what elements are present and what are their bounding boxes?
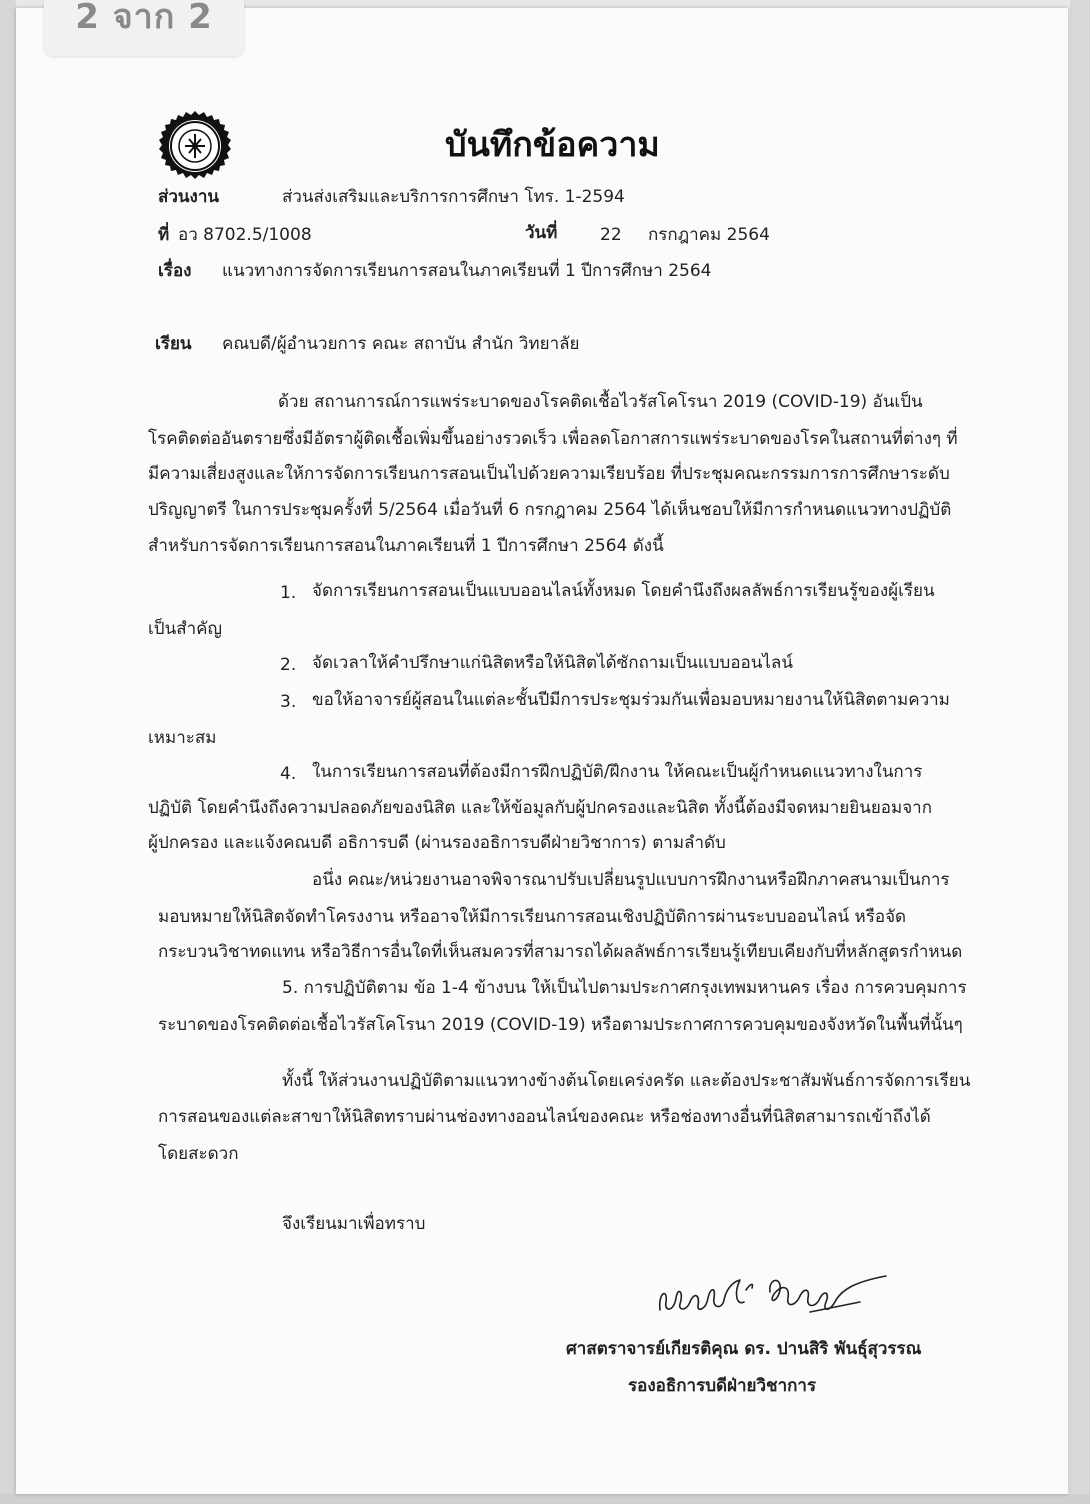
salutation: จึงเรียนมาเพื่อทราบ xyxy=(282,1214,426,1234)
item3-line: เหมาะสม xyxy=(148,728,217,748)
handwritten-signature xyxy=(650,1262,890,1322)
intro-line: ปริญญาตรี ในการประชุมครั้งที่ 5/2564 เมื่อวันที่ 6 กรกฎาคม 2564 ได้เห็นชอบให้มีการกำหนดแนวทางปฏิบัติ xyxy=(148,500,952,520)
bottom-shadow xyxy=(0,1494,1090,1504)
date-label: วันที่ xyxy=(525,223,558,243)
signatory-position: รองอธิการบดีฝ่ายวิชาการ xyxy=(628,1376,817,1396)
subject-value: แนวทางการจัดการเรียนการสอนในภาคเรียนที่ 1 ปีการศึกษา 2564 xyxy=(222,261,712,281)
right-shadow xyxy=(1070,0,1090,1504)
item5-line: 5. การปฏิบัติตาม ข้อ 1-4 ข้างบน ให้เป็นไปตามประกาศกรุงเทพมหานคร เรื่อง การควบคุมการ xyxy=(282,978,967,998)
intro-line: ด้วย สถานการณ์การแพร่ระบาดของโรคติดเชื้อไวรัสโคโรนา 2019 (COVID-19) อันเป็น xyxy=(278,392,923,412)
item1-line: เป็นสำคัญ xyxy=(148,619,223,639)
university-seal-icon xyxy=(158,110,232,184)
closing-line: ทั้งนี้ ให้ส่วนงานปฏิบัติตามแนวทางข้างต้นโดยเคร่งครัด และต้องประชาสัมพันธ์การจัดการเรียน xyxy=(282,1071,971,1091)
ref-label: ที่ xyxy=(158,225,170,245)
item4-note-line: มอบหมายให้นิสิตจัดทำโครงงาน หรืออาจให้มีการเรียนการสอนเชิงปฏิบัติการผ่านระบบออนไลน์ หรือจัด xyxy=(158,907,907,927)
item-number: 4. xyxy=(280,764,297,784)
signatory-name: ศาสตราจารย์เกียรติคุณ ดร. ปานสิริ พันธุ์สุวรรณ xyxy=(566,1339,922,1359)
intro-line: มีความเสี่ยงสูงและให้การจัดการเรียนการสอนเป็นไปด้วยความเรียบร้อย ที่ประชุมคณะกรรมการการศึกษาระดับ xyxy=(148,464,950,484)
memo-title: บันทึกข้อความ xyxy=(445,125,660,165)
item1-line: จัดการเรียนการสอนเป็นแบบออนไลน์ทั้งหมด โดยคำนึงถึงผลลัพธ์การเรียนรู้ของผู้เรียน xyxy=(312,581,935,601)
subject-label: เรื่อง xyxy=(158,261,192,281)
item3-line: ขอให้อาจารย์ผู้สอนในแต่ละชั้นปีมีการประชุมร่วมกันเพื่อมอบหมายงานให้นิสิตตามความ xyxy=(312,690,950,710)
item4-line: ในการเรียนการสอนที่ต้องมีการฝึกปฏิบัติ/ฝึกงาน ให้คณะเป็นผู้กำหนดแนวทางในการ xyxy=(312,762,923,782)
intro-line: โรคติดต่ออันตรายซึ่งมีอัตราผู้ติดเชื้อเพิ่มขึ้นอย่างรวดเร็ว เพื่อลดโอกาสการแพร่ระบาดของโรคในสถานที่ต่างๆ ที่ xyxy=(148,429,958,449)
date-day: 22 xyxy=(600,225,622,245)
ref-value: อว 8702.5/1008 xyxy=(178,225,312,245)
left-shadow xyxy=(0,0,16,1504)
department-label: ส่วนงาน xyxy=(158,187,220,207)
to-label: เรียน xyxy=(155,334,192,354)
item2-line: จัดเวลาให้คำปรึกษาแก่นิสิตหรือให้นิสิตได้ซักถามเป็นแบบออนไลน์ xyxy=(312,653,793,673)
item-number: 2. xyxy=(280,655,297,675)
item-number: 1. xyxy=(280,583,297,603)
item-number: 3. xyxy=(280,692,297,712)
item4-note-line: กระบวนวิชาทดแทน หรือวิธีการอื่นใดที่เห็นสมควรที่สามารถได้ผลลัพธ์การเรียนรู้เทียบเคียงกับที่หลักสูตรกำหนด xyxy=(158,942,963,962)
item4-note-line: อนึ่ง คณะ/หน่วยงานอาจพิจารณาปรับเปลี่ยนรูปแบบการฝึกงานหรือฝึกภาคสนามเป็นการ xyxy=(312,870,950,890)
to-value: คณบดี/ผู้อำนวยการ คณะ สถาบัน สำนัก วิทยาลัย xyxy=(222,334,580,354)
page-indicator-badge: 2 จาก 2 xyxy=(44,0,244,56)
intro-line: สำหรับการจัดการเรียนการสอนในภาคเรียนที่ 1 ปีการศึกษา 2564 ดังนี้ xyxy=(148,536,664,556)
item4-line: ปฏิบัติ โดยคำนึงถึงความปลอดภัยของนิสิต และให้ข้อมูลกับผู้ปกครองและนิสิต ทั้งนี้ต้องมีจดหมายยินยอมจาก xyxy=(148,798,932,818)
item5-line: ระบาดของโรคติดต่อเชื้อไวรัสโคโรนา 2019 (COVID-19) หรือตามประกาศการควบคุมของจังหวัดในพื้นที่นั้นๆ xyxy=(158,1015,963,1035)
item4-line: ผู้ปกครอง และแจ้งคณบดี อธิการบดี (ผ่านรองอธิการบดีฝ่ายวิชาการ) ตามลำดับ xyxy=(148,833,726,853)
closing-line: โดยสะดวก xyxy=(158,1144,239,1164)
date-value: กรกฎาคม 2564 xyxy=(648,225,770,245)
closing-line: การสอนของแต่ละสาขาให้นิสิตทราบผ่านช่องทางออนไลน์ของคณะ หรือช่องทางอื่นที่นิสิตสามารถเข้าถึงได้ xyxy=(158,1107,931,1127)
department-value: ส่วนส่งเสริมและบริการการศึกษา โทร. 1-2594 xyxy=(282,187,625,207)
